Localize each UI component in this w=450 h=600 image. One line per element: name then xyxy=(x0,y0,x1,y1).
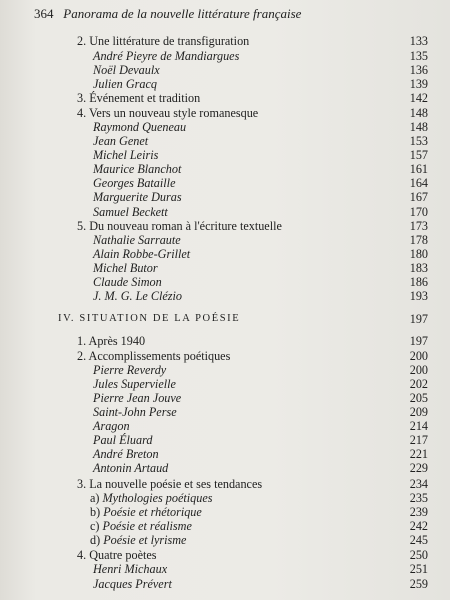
toc-entry-label xyxy=(90,519,192,533)
toc-entry-label: Noël Devaulx xyxy=(93,63,160,77)
toc-entry-page: 173 xyxy=(409,219,428,233)
toc-entry-label: Michel Butor xyxy=(93,261,158,275)
toc-entry-label xyxy=(90,491,213,505)
toc-entry-page: 148 xyxy=(409,120,428,134)
toc-entry-page: 135 xyxy=(409,49,428,63)
toc-entry-page: 153 xyxy=(409,134,428,148)
toc-entry-label: Samuel Beckett xyxy=(93,205,168,219)
toc-entry-page: 139 xyxy=(409,77,428,91)
toc-entry-label: Jean Genet xyxy=(93,134,149,148)
toc-entry xyxy=(0,233,450,247)
toc-entry-label: Julien Gracq xyxy=(93,77,157,91)
toc-entry-label: Jules Supervielle xyxy=(93,377,176,391)
page-number: 364 xyxy=(34,6,54,21)
toc-entry-page: 234 xyxy=(409,477,428,491)
toc-entry xyxy=(0,275,450,289)
toc-entry xyxy=(0,349,450,363)
toc-entry-page: 200 xyxy=(409,363,428,377)
toc-entry xyxy=(0,519,450,533)
toc-entry xyxy=(0,205,450,219)
toc-entry xyxy=(0,106,450,120)
toc-entry-label: Paul Éluard xyxy=(93,433,153,447)
toc-entry-letter: a) xyxy=(90,491,100,505)
toc-entry-page: 148 xyxy=(409,106,428,120)
toc-entry-label: Pierre Reverdy xyxy=(93,363,167,377)
toc-entry-label: Maurice Blanchot xyxy=(93,162,182,176)
toc-entry-label: Aragon xyxy=(93,419,130,433)
toc-entry-page: 136 xyxy=(409,63,428,77)
toc-entry-label: Alain Robbe-Grillet xyxy=(93,247,191,261)
toc-entry xyxy=(0,148,450,162)
toc-entry-page: 217 xyxy=(409,433,428,447)
toc-entry xyxy=(0,533,450,547)
toc-entry xyxy=(0,562,450,576)
toc-entry-page: 259 xyxy=(409,577,428,591)
toc-entry-page: 200 xyxy=(409,349,428,363)
toc-entry-label: 5. Du nouveau roman à l'écriture textuelle xyxy=(77,219,282,233)
toc-entry-label xyxy=(90,505,202,519)
toc-entry xyxy=(0,477,450,491)
toc-entry-label: Georges Bataille xyxy=(93,176,176,190)
toc-entry xyxy=(0,577,450,591)
toc-entry xyxy=(0,447,450,461)
toc-entry xyxy=(0,491,450,505)
toc-entry xyxy=(0,505,450,519)
toc-entry xyxy=(0,91,450,105)
toc-entry-title: Poésie et rhétorique xyxy=(103,505,202,519)
toc-entry-title: Poésie et réalisme xyxy=(102,519,192,533)
toc-entry-label: Marguerite Duras xyxy=(93,190,182,204)
toc-entry-title: Mythologies poétiques xyxy=(102,491,213,505)
toc-entry-label: Antonin Artaud xyxy=(93,461,169,475)
toc-entry xyxy=(0,77,450,91)
toc-entry-title: Poésie et lyrisme xyxy=(103,533,187,547)
toc-entry-page: 235 xyxy=(409,491,428,505)
toc-entry-label xyxy=(90,533,186,547)
toc-entry-page: 205 xyxy=(409,391,428,405)
toc-entry xyxy=(0,289,450,303)
toc-entry xyxy=(0,405,450,419)
toc-entry-page: 214 xyxy=(409,419,428,433)
toc-entry xyxy=(0,176,450,190)
toc-entry-page: 197 xyxy=(409,312,428,326)
part-heading xyxy=(0,312,450,326)
toc-entry xyxy=(0,419,450,433)
toc-entry xyxy=(0,247,450,261)
toc-entry-page: 142 xyxy=(409,91,428,105)
toc-entry xyxy=(0,190,450,204)
toc-entry-page: 251 xyxy=(409,562,428,576)
toc-entry xyxy=(0,461,450,475)
toc-entry-page: 221 xyxy=(409,447,428,461)
toc-entry xyxy=(0,49,450,63)
toc-entry-page: 250 xyxy=(409,548,428,562)
toc-entry-label: IV. SITUATION DE LA POÉSIE xyxy=(58,313,241,324)
toc-entry xyxy=(0,120,450,134)
toc-entry-label: Michel Leiris xyxy=(93,148,159,162)
toc-entry-page: 183 xyxy=(409,261,428,275)
toc-entry-label: 3. Événement et tradition xyxy=(77,91,201,105)
toc-entry-page: 133 xyxy=(409,34,428,48)
toc-entry-label: 2. Accomplissements poétiques xyxy=(77,349,231,363)
toc-entry-page: 229 xyxy=(409,461,428,475)
toc-entry-page: 157 xyxy=(409,148,428,162)
toc-entry-letter: d) xyxy=(90,533,101,547)
toc-entry-label: Henri Michaux xyxy=(93,562,168,576)
toc-entry xyxy=(0,548,450,562)
toc-entry-letter: c) xyxy=(90,519,100,533)
toc-entry-page: 193 xyxy=(409,289,428,303)
toc-entry-page: 161 xyxy=(409,162,428,176)
toc-entry-page: 202 xyxy=(409,377,428,391)
toc-entry xyxy=(0,134,450,148)
toc-entry-label: 1. Après 1940 xyxy=(77,334,146,348)
toc-entry-page: 186 xyxy=(409,275,428,289)
toc-entry xyxy=(0,377,450,391)
toc-entry xyxy=(0,363,450,377)
toc-entry-page: 197 xyxy=(409,334,428,348)
toc-entry-page: 239 xyxy=(409,505,428,519)
toc-entry xyxy=(0,63,450,77)
toc-entry-label: 2. Une littérature de transfiguration xyxy=(77,34,250,48)
toc-entry-letter: b) xyxy=(90,505,101,519)
toc-entry-label: Saint-John Perse xyxy=(93,405,177,419)
toc-entry-label: Claude Simon xyxy=(93,275,162,289)
toc-entry-label: André Pieyre de Mandiargues xyxy=(93,49,240,63)
toc-entry-label: 3. La nouvelle poésie et ses tendances xyxy=(77,477,263,491)
toc-entry-page: 178 xyxy=(409,233,428,247)
toc-entry-label: J. M. G. Le Clézio xyxy=(93,289,183,303)
toc-entry xyxy=(0,334,450,348)
toc-entry-label: 4. Quatre poètes xyxy=(77,548,157,562)
toc-entry xyxy=(0,162,450,176)
toc-entry xyxy=(0,433,450,447)
running-title: Panorama de la nouvelle littérature française xyxy=(63,6,302,21)
toc-entry-label: Jacques Prévert xyxy=(93,577,172,591)
toc-entry-page: 180 xyxy=(409,247,428,261)
toc-entry-page: 170 xyxy=(409,205,428,219)
toc-entry-page: 167 xyxy=(409,190,428,204)
toc-entry-label: Pierre Jean Jouve xyxy=(93,391,182,405)
toc-entry-page: 245 xyxy=(409,533,428,547)
toc-entry xyxy=(0,391,450,405)
toc-entry xyxy=(0,34,450,48)
toc-entry-label: Nathalie Sarraute xyxy=(93,233,181,247)
toc-entry-page: 209 xyxy=(409,405,428,419)
toc-entry-label: 4. Vers un nouveau style romanesque xyxy=(77,106,259,120)
toc-entry-page: 242 xyxy=(409,519,428,533)
toc-entry xyxy=(0,261,450,275)
toc-entry-page: 164 xyxy=(409,176,428,190)
toc-entry-label: André Breton xyxy=(93,447,159,461)
toc-entry-label: Raymond Queneau xyxy=(93,120,187,134)
toc-entry xyxy=(0,219,450,233)
